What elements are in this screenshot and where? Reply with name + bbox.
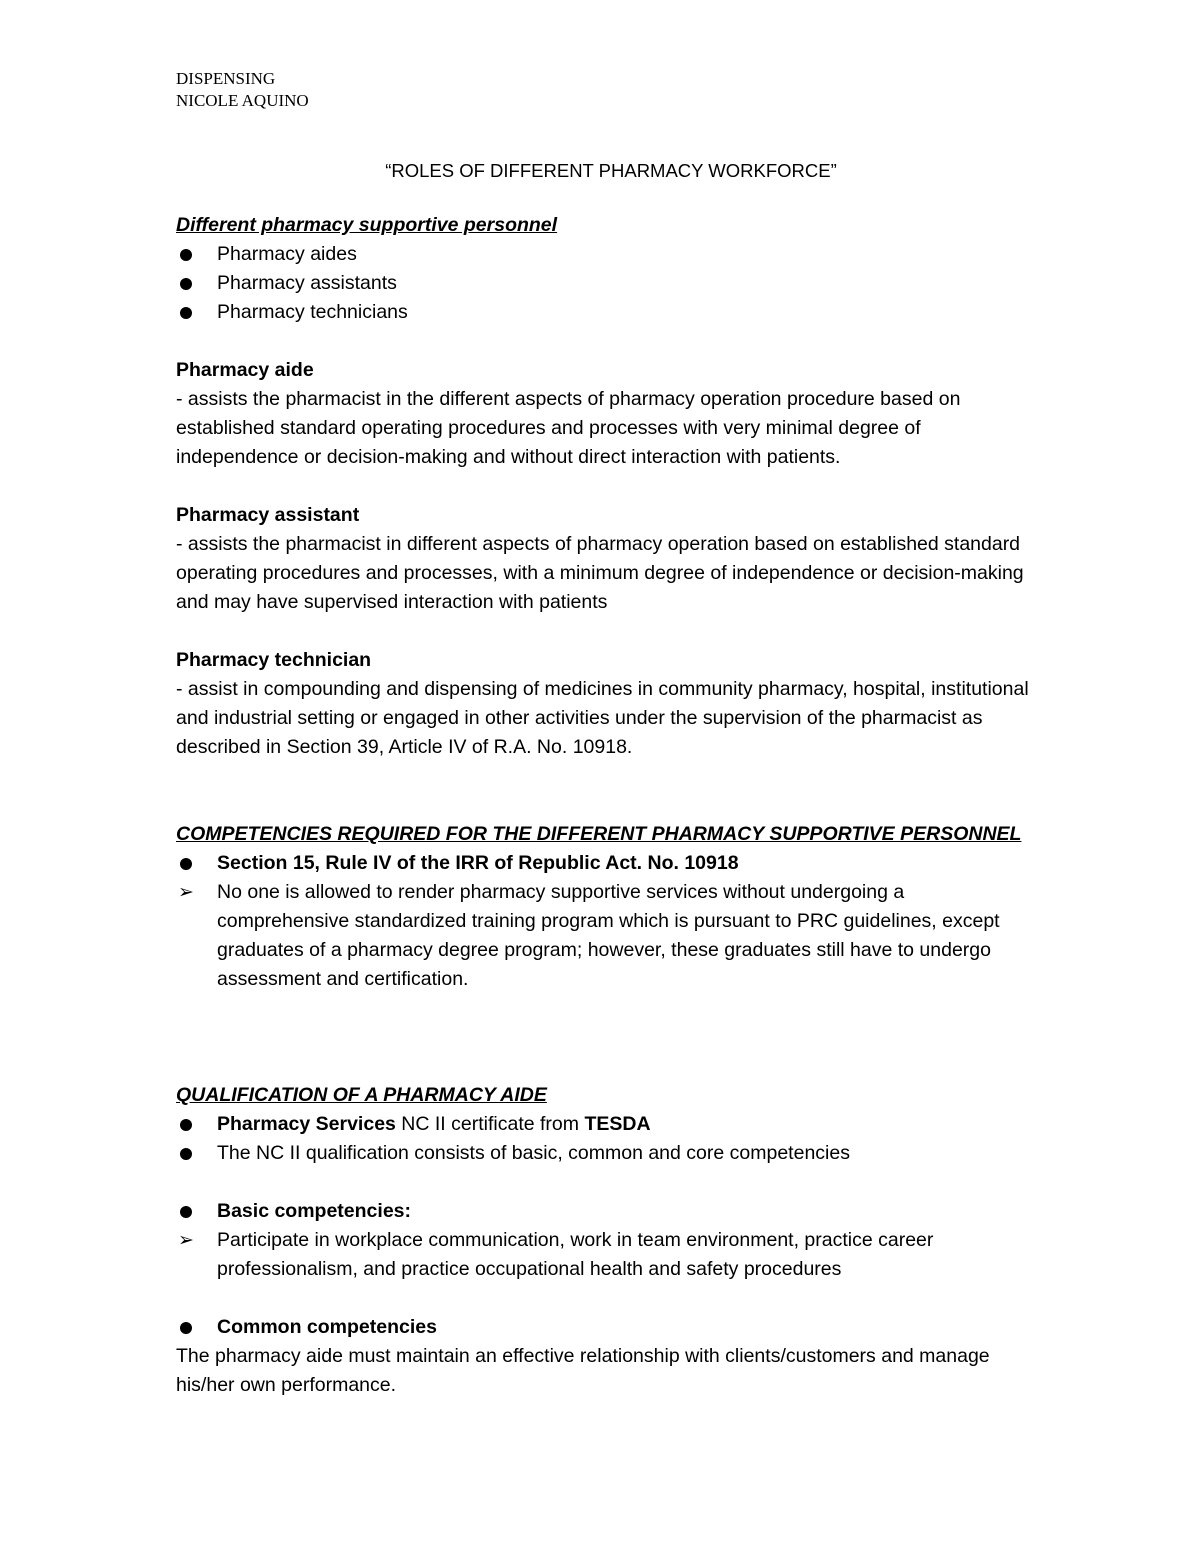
role-description-aide: - assists the pharmacist in the different aspects of pharmacy operation procedure based on established standard operating procedures and processes with very minimal degree of independence or decision-making and without direct interaction with patients. xyxy=(176,388,961,468)
competencies-heading: COMPETENCIES REQUIRED FOR THE DIFFERENT PHARMACY SUPPORTIVE PERSONNEL xyxy=(176,823,1022,845)
document-title: “ROLES OF DIFFERENT PHARMACY WORKFORCE” xyxy=(385,160,837,181)
bullet-icon xyxy=(180,1322,192,1334)
role-title-technician: Pharmacy technician xyxy=(176,649,372,671)
header-subject: DISPENSING xyxy=(176,69,276,88)
qualification-list xyxy=(176,1110,1036,1168)
list-item: Pharmacy aides xyxy=(176,240,1036,269)
bullet-icon xyxy=(180,278,192,290)
arrow-bullet-icon: ➢ xyxy=(178,1230,194,1251)
qualification-heading: QUALIFICATION OF A PHARMACY AIDE xyxy=(176,1084,547,1106)
document-page xyxy=(176,68,1036,1400)
header-author: NICOLE AQUINO xyxy=(176,91,309,110)
list-item: Pharmacy assistants xyxy=(176,269,1036,298)
list-item: Basic competencies: xyxy=(176,1197,1036,1226)
role-description-assistant: - assists the pharmacist in different aspects of pharmacy operation based on established standard operating procedures and processes, with a minimum degree of independence or decision-making and may have supervised interaction with patients xyxy=(176,533,1024,613)
personnel-heading: Different pharmacy supportive personnel xyxy=(176,214,558,236)
bullet-icon xyxy=(180,249,192,261)
competencies-list xyxy=(176,849,1036,994)
bullet-icon xyxy=(180,1148,192,1160)
list-item: Common competencies xyxy=(176,1313,1036,1342)
arrow-bullet-icon: ➢ xyxy=(178,882,194,903)
bullet-icon xyxy=(180,1119,192,1131)
list-item: Section 15, Rule IV of the IRR of Republic Act. No. 10918 xyxy=(176,849,1036,878)
common-competencies-text: The pharmacy aide must maintain an effective relationship with clients/customers and manage his/her own performance. xyxy=(176,1345,990,1396)
personnel-list xyxy=(176,240,1036,327)
common-competencies-list xyxy=(176,1313,1036,1342)
basic-competencies-list xyxy=(176,1197,1036,1284)
list-item: Pharmacy technicians xyxy=(176,298,1036,327)
list-item: The NC II qualification consists of basic, common and core competencies xyxy=(176,1139,1036,1168)
list-item: ➢ No one is allowed to render pharmacy supportive services without undergoing a comprehensive standardized training program which is pursuant to PRC guidelines, except graduates of a pharmacy degree program; however, these graduates still have to undergo assessment and certification. xyxy=(176,878,1036,994)
list-item: ➢ Participate in workplace communication, work in team environment, practice career professionalism, and practice occupational health and safety procedures xyxy=(176,1226,1036,1284)
role-title-assistant: Pharmacy assistant xyxy=(176,504,360,526)
list-item: Pharmacy Services NC II certificate from TESDA xyxy=(176,1110,1036,1139)
bullet-icon xyxy=(180,1206,192,1218)
role-description-technician: - assist in compounding and dispensing of medicines in community pharmacy, hospital, institutional and industrial setting or engaged in other activities under the supervision of the pharmacist as described in Section 39, Article IV of R.A. No. 10918. xyxy=(176,678,1029,758)
bullet-icon xyxy=(180,858,192,870)
bullet-icon xyxy=(180,307,192,319)
role-title-aide: Pharmacy aide xyxy=(176,359,314,381)
